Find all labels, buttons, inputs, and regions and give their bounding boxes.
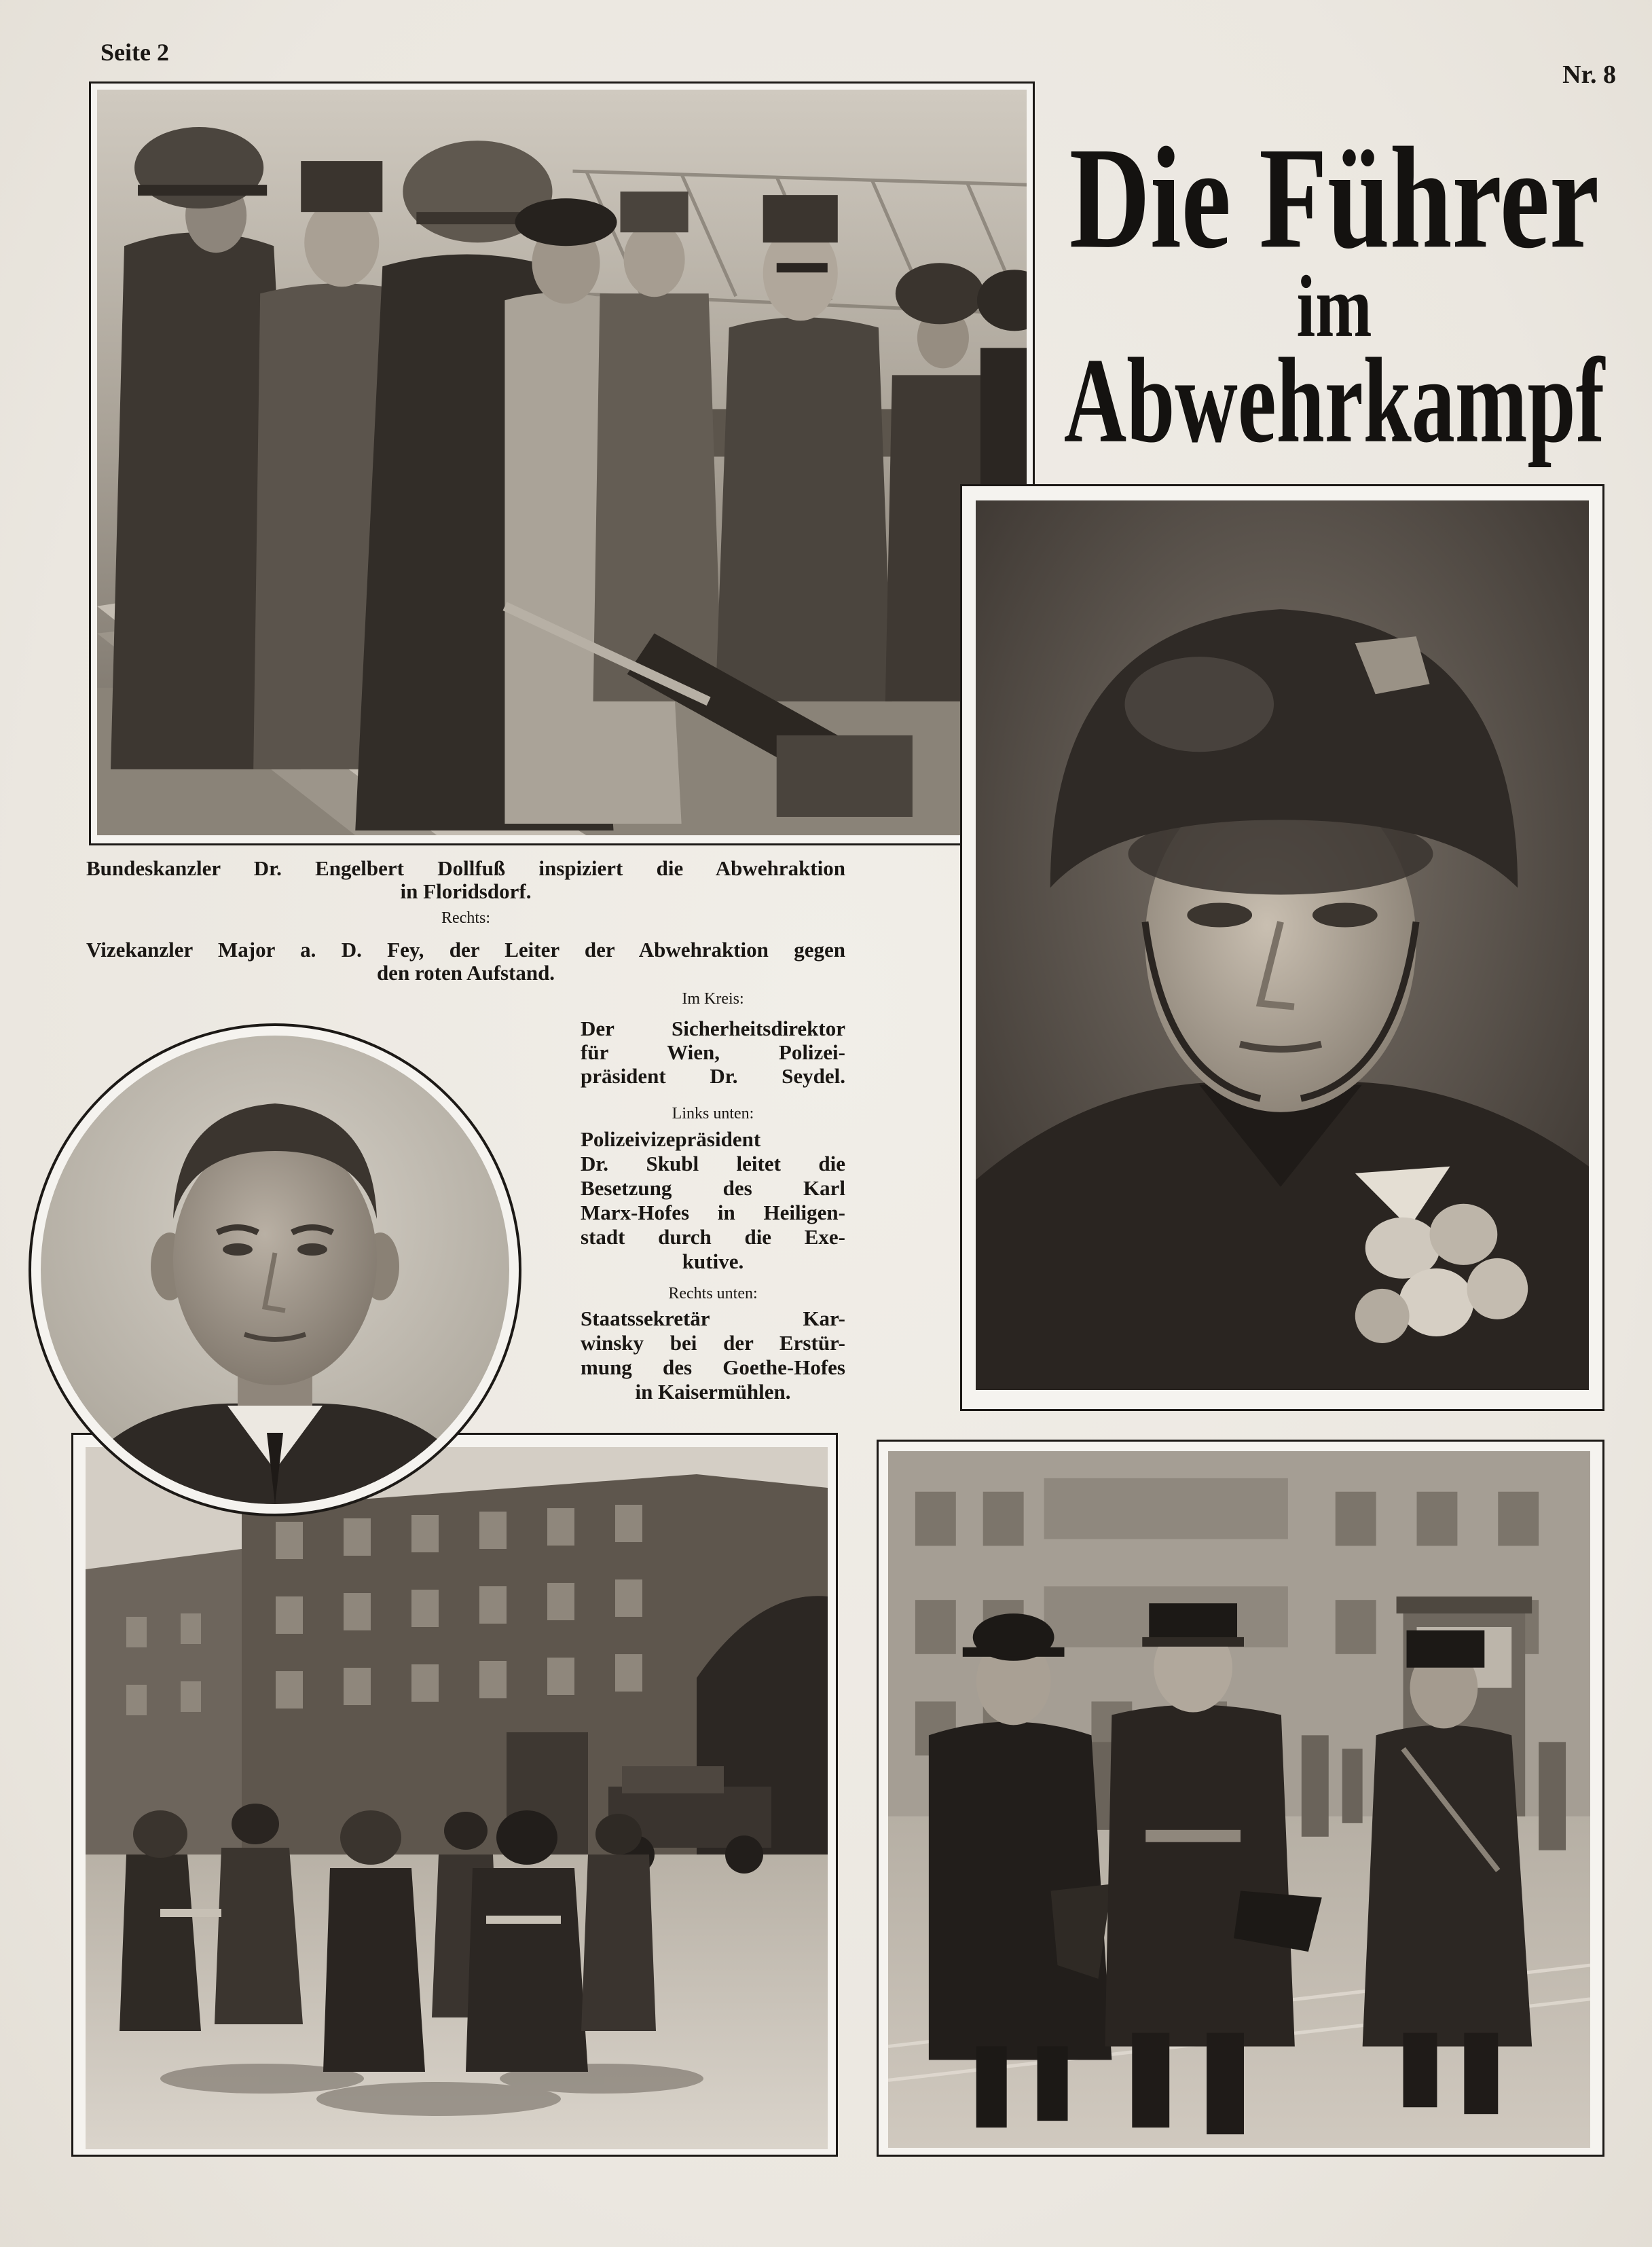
- photo-frame-inspection: [89, 81, 1035, 845]
- caption-bottom-right-line: winsky bei der Erstür-: [581, 1331, 845, 1355]
- page-number-label: Seite 2: [100, 39, 169, 66]
- photo-karl-marx-hof: [86, 1447, 828, 2149]
- photo-circle-portrait: [41, 1036, 509, 1504]
- caption-bottom-right: [581, 1307, 845, 1404]
- photo-frame-portrait-helmet: [960, 484, 1604, 1411]
- caption-circle-line: präsident Dr. Seydel.: [581, 1064, 845, 1088]
- caption-main-line: Bundeskanzler Dr. Engelbert Dollfuß inspiziert die Abwehraktion: [86, 857, 845, 880]
- caption-right: [86, 938, 845, 985]
- photo-circle-portrait-image: [41, 1036, 509, 1504]
- photo-portrait-helmet-image: [976, 500, 1589, 1390]
- caption-bottom-left-line: stadt durch die Exe-: [581, 1225, 845, 1249]
- caption-bottom-left-label: Links unten:: [672, 1105, 754, 1122]
- caption-right-label: Rechts:: [441, 909, 490, 927]
- caption-bottom-left-line: Dr. Skubl leitet die: [581, 1152, 845, 1175]
- caption-bottom-right-line: Staatssekretär Kar-: [581, 1307, 845, 1330]
- caption-bottom-right-line: in Kaisermühlen.: [635, 1380, 791, 1404]
- photo-frame-circle-portrait: [29, 1023, 521, 1516]
- photo-inspection-image: [97, 90, 1027, 835]
- headline-line-1: Die Führer: [1069, 117, 1600, 279]
- caption-right-line: den roten Aufstand.: [376, 962, 555, 985]
- caption-bottom-left-line: Besetzung des Karl: [581, 1176, 845, 1200]
- caption-bottom-left-line: kutive.: [682, 1249, 744, 1273]
- photo-frame-karl-marx-hof: [71, 1433, 838, 2157]
- issue-number-label: Nr. 8: [1562, 60, 1616, 89]
- caption-circle-label: Im Kreis:: [682, 990, 744, 1008]
- caption-bottom-left-line: Polizeivizepräsident: [581, 1127, 761, 1151]
- photo-goethe-hof: [888, 1451, 1590, 2148]
- photo-frame-goethe-hof: [877, 1440, 1604, 2157]
- photo-inspection: [97, 90, 1027, 835]
- caption-circle: [581, 1017, 845, 1088]
- caption-bottom-right-line: mung des Goethe-Hofes: [581, 1355, 845, 1379]
- caption-right-line: Vizekanzler Major a. D. Fey, der Leiter der Abwehraktion gegen: [86, 938, 845, 962]
- photo-portrait-helmet: [976, 500, 1589, 1390]
- caption-main: [86, 857, 845, 903]
- headline-line-2: im: [1296, 257, 1372, 356]
- caption-main-line: in Floridsdorf.: [400, 880, 532, 903]
- caption-bottom-left: [581, 1127, 845, 1274]
- headline-line-3: Abwehrkampf: [1063, 333, 1605, 468]
- photo-goethe-hof-image: [888, 1451, 1590, 2148]
- caption-circle-line: Der Sicherheitsdirektor: [581, 1017, 845, 1040]
- caption-bottom-left-line: Marx-Hofes in Heiligen-: [581, 1201, 845, 1224]
- photo-karl-marx-hof-image: [86, 1447, 828, 2149]
- caption-bottom-right-label: Rechts unten:: [668, 1285, 758, 1302]
- caption-circle-line: für Wien, Polizei-: [581, 1040, 845, 1064]
